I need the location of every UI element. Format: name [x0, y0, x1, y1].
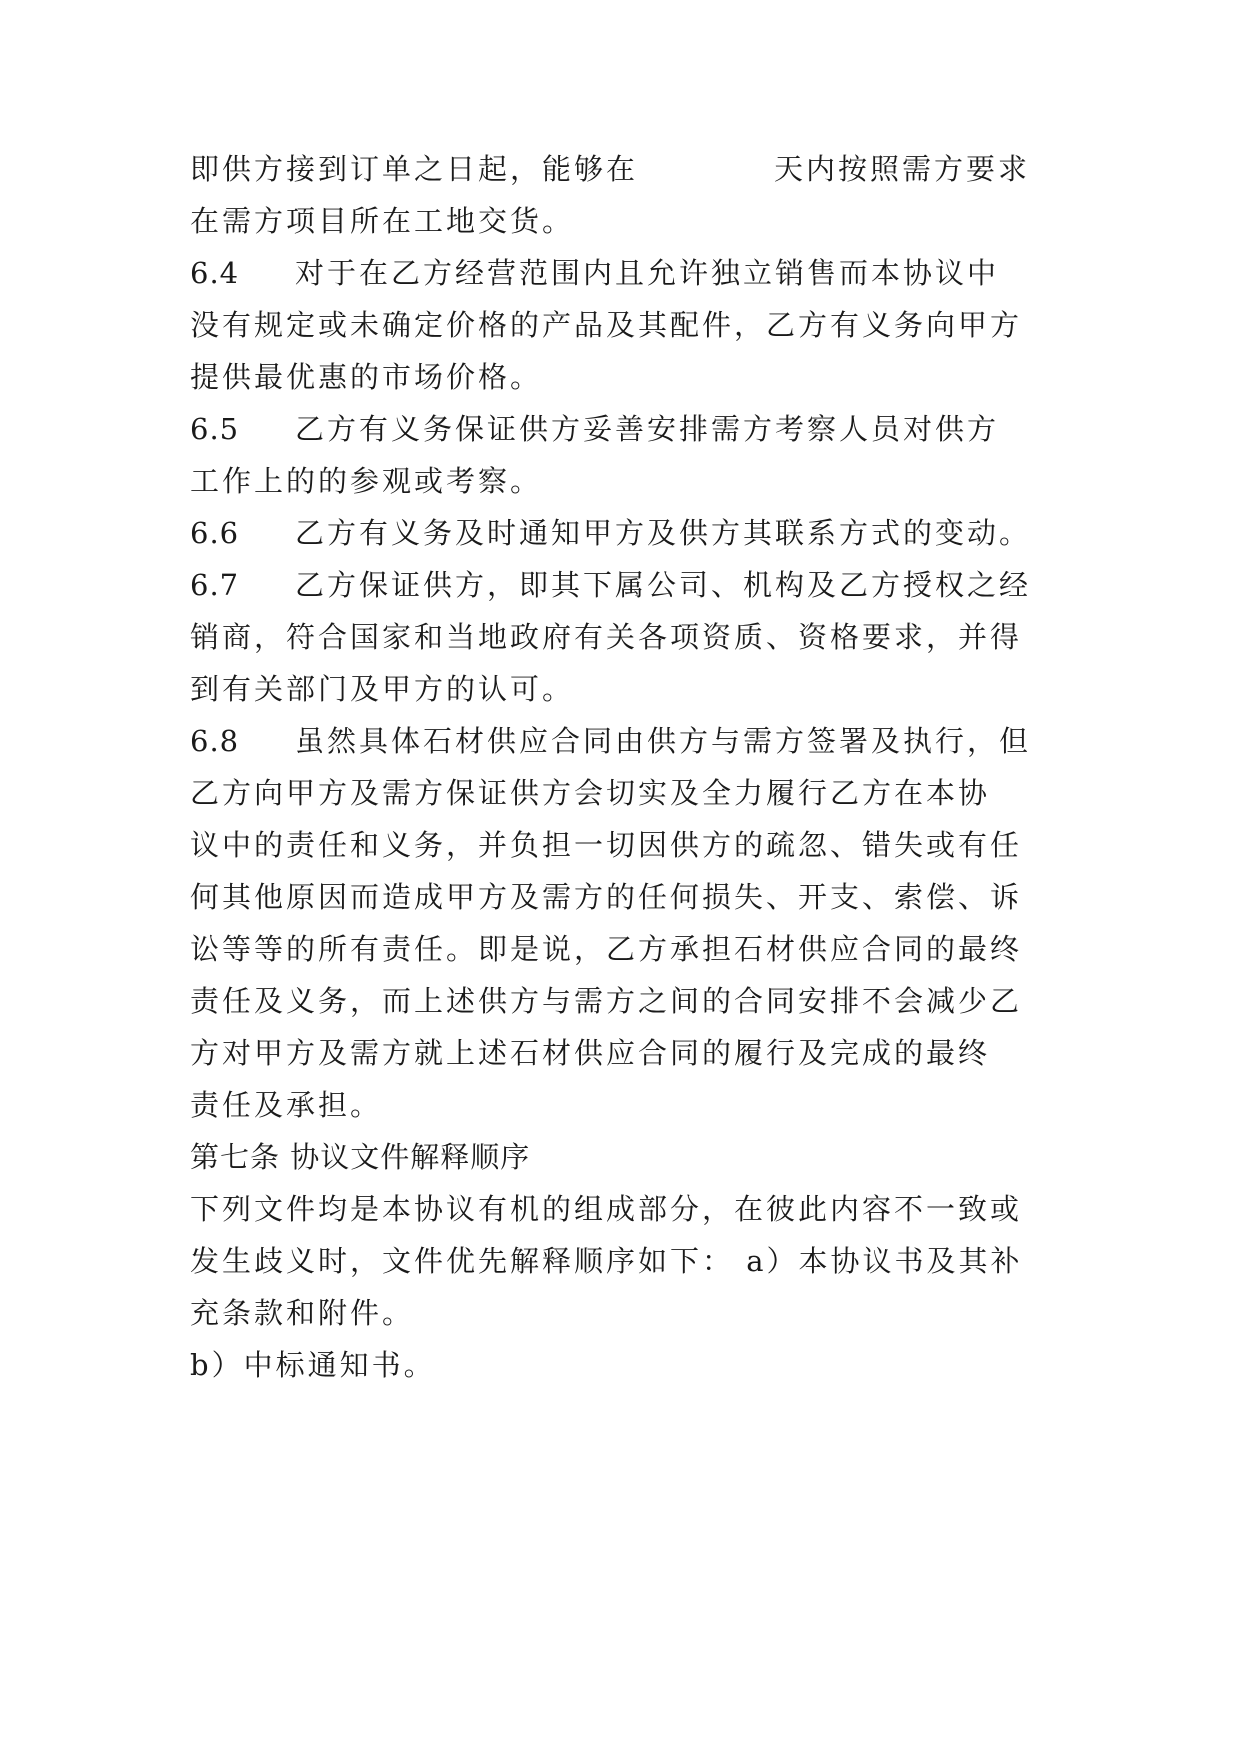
text-segment: 天内按照需方要求 — [774, 152, 1031, 186]
paragraph-line: 议中的责任和义务，并负担一切因供方的疏忽、错失或有任 — [190, 828, 1023, 862]
paragraph-line: 发生歧义时，文件优先解释顺序如下： a）本协议书及其补 — [190, 1244, 1023, 1278]
list-item-b: b）中标通知书。 — [190, 1348, 436, 1382]
paragraph-line: 乙方向甲方及需方保证供方会切实及全力履行乙方在本协 — [190, 776, 991, 810]
clause-number: 6.6 — [190, 516, 240, 550]
paragraph-line: 没有规定或未确定价格的产品及其配件，乙方有义务向甲方 — [190, 308, 1023, 342]
paragraph-line: 在需方项目所在工地交货。 — [190, 204, 575, 238]
text-segment: 乙方保证供方，即其下属公司、机构及乙方授权之经 — [295, 568, 1032, 602]
clause-number: 6.4 — [190, 256, 240, 290]
clause-6-5-first-line — [190, 412, 999, 446]
paragraph-line: 工作上的的参观或考察。 — [190, 464, 543, 498]
clause-number: 6.5 — [190, 412, 240, 446]
paragraph-line: 责任及承担。 — [190, 1088, 383, 1122]
paragraph-line: 责任及义务，而上述供方与需方之间的合同安排不会减少乙 — [190, 984, 1023, 1018]
clause-6-4-first-line — [190, 256, 999, 290]
text-segment: 乙方有义务保证供方妥善安排需方考察人员对供方 — [295, 412, 1000, 446]
paragraph-line — [190, 152, 1030, 186]
text-segment: 对于在乙方经营范围内且允许独立销售而本协议中 — [295, 256, 1000, 290]
text-segment: 乙方有义务及时通知甲方及供方其联系方式的变动。 — [295, 516, 1032, 550]
paragraph-line: 何其他原因而造成甲方及需方的任何损失、开支、索偿、诉 — [190, 880, 1023, 914]
paragraph-line: 充条款和附件。 — [190, 1296, 415, 1330]
paragraph-line: 销商，符合国家和当地政府有关各项资质、资格要求，并得 — [190, 620, 1023, 654]
clause-number: 6.7 — [190, 568, 240, 602]
text-segment: 虽然具体石材供应合同由供方与需方签署及执行，但 — [295, 724, 1032, 758]
paragraph-line: 方对甲方及需方就上述石材供应合同的履行及完成的最终 — [190, 1036, 991, 1070]
paragraph-line: 提供最优惠的市场价格。 — [190, 360, 543, 394]
clause-6-6-line — [190, 516, 1031, 550]
text-segment: 即供方接到订单之日起，能够在 — [190, 152, 639, 186]
paragraph-line: 下列文件均是本协议有机的组成部分，在彼此内容不一致或 — [190, 1192, 1023, 1226]
paragraph-line: 讼等等的所有责任。即是说，乙方承担石材供应合同的最终 — [190, 932, 1023, 966]
clause-number: 6.8 — [190, 724, 240, 758]
clause-6-8-first-line — [190, 724, 1031, 758]
paragraph-line: 到有关部门及甲方的认可。 — [190, 672, 575, 706]
article-7-heading: 第七条 协议文件解释顺序 — [190, 1140, 531, 1174]
clause-6-7-first-line — [190, 568, 1031, 602]
